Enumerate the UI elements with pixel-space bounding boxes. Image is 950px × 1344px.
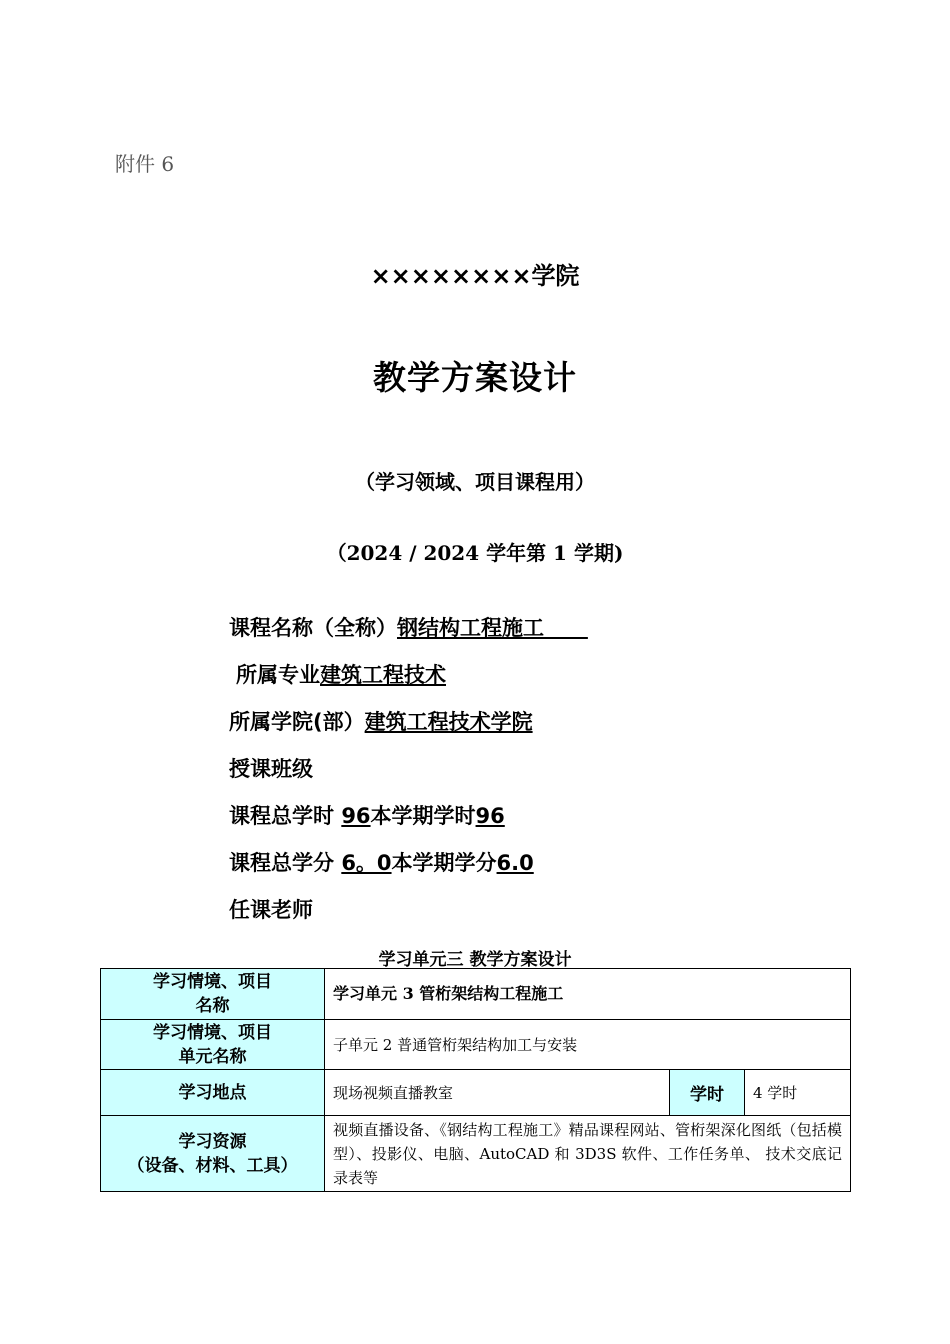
major-value: 建筑工程技术 bbox=[320, 663, 446, 687]
table-row bbox=[101, 1116, 851, 1192]
hours-line bbox=[229, 800, 505, 830]
table-row bbox=[101, 1070, 851, 1116]
table-row bbox=[101, 969, 851, 1020]
row1-label-line2: 名称 bbox=[195, 996, 230, 1016]
major-label: 所属专业 bbox=[236, 663, 320, 687]
dept-label: 所属学院(部） bbox=[229, 710, 365, 734]
term-credits-value: 6.0 bbox=[496, 851, 534, 875]
term-credits-label: 本学期学分 bbox=[391, 851, 497, 875]
page-subtitle: （学习领域、项目课程用） bbox=[355, 470, 595, 494]
class-line bbox=[229, 753, 313, 783]
row3-hours-label: 学时 bbox=[670, 1070, 745, 1116]
total-credits-value: 6。0 bbox=[341, 851, 392, 875]
table-caption: 学习单元三 教学方案设计 bbox=[378, 950, 572, 970]
row1-label bbox=[101, 969, 325, 1020]
page-title: 教学方案设计 bbox=[373, 358, 577, 397]
major-line bbox=[236, 659, 446, 689]
row1-label-line1: 学习情境、项目 bbox=[153, 972, 272, 992]
row4-value: 视频直播设备、《钢结构工程施工》精品课程网站、管桁架深化图纸（包括模型）、投影仪、电脑、AutoCAD 和 3D3S 软件、工作任务单、 技术交底记录表等 bbox=[325, 1116, 851, 1192]
table-row bbox=[101, 1020, 851, 1070]
row4-label bbox=[101, 1116, 325, 1192]
term-hours-label: 本学期学时 bbox=[370, 804, 476, 828]
row2-label-line1: 学习情境、项目 bbox=[153, 1022, 272, 1043]
row4-label-line1: 学习资源 bbox=[178, 1131, 247, 1152]
college-name: ××××××××学院 bbox=[370, 262, 580, 290]
teacher-line bbox=[229, 894, 313, 924]
teacher-label: 任课老师 bbox=[229, 898, 313, 922]
dept-line bbox=[229, 706, 533, 736]
term-line: （2024 / 2024 学年第 1 学期) bbox=[326, 541, 624, 565]
row4-label-line2: （设备、材料、工具） bbox=[127, 1155, 298, 1176]
course-name-line bbox=[229, 612, 588, 642]
total-hours-value: 96 bbox=[341, 804, 371, 828]
plan-table bbox=[100, 968, 851, 1192]
class-label: 授课班级 bbox=[229, 757, 313, 781]
row3-value: 现场视频直播教室 bbox=[325, 1070, 670, 1116]
row3-hours-value: 4 学时 bbox=[745, 1070, 851, 1116]
row2-label bbox=[101, 1020, 325, 1070]
row2-label-line2: 单元名称 bbox=[178, 1046, 247, 1067]
total-hours-label: 课程总学时 bbox=[229, 804, 334, 828]
row1-value: 学习单元 3 管桁架结构工程施工 bbox=[325, 969, 851, 1020]
course-name-label: 课程名称（全称） bbox=[229, 616, 397, 640]
credits-line bbox=[229, 847, 534, 877]
course-name-value: 钢结构工程施工 bbox=[397, 616, 588, 640]
dept-value: 建筑工程技术学院 bbox=[364, 710, 533, 734]
total-credits-label: 课程总学分 bbox=[229, 851, 334, 875]
row2-value: 子单元 2 普通管桁架结构加工与安装 bbox=[325, 1020, 851, 1070]
attachment-label: 附件 6 bbox=[115, 152, 175, 176]
term-hours-value: 96 bbox=[475, 804, 505, 828]
row3-label: 学习地点 bbox=[101, 1070, 325, 1116]
